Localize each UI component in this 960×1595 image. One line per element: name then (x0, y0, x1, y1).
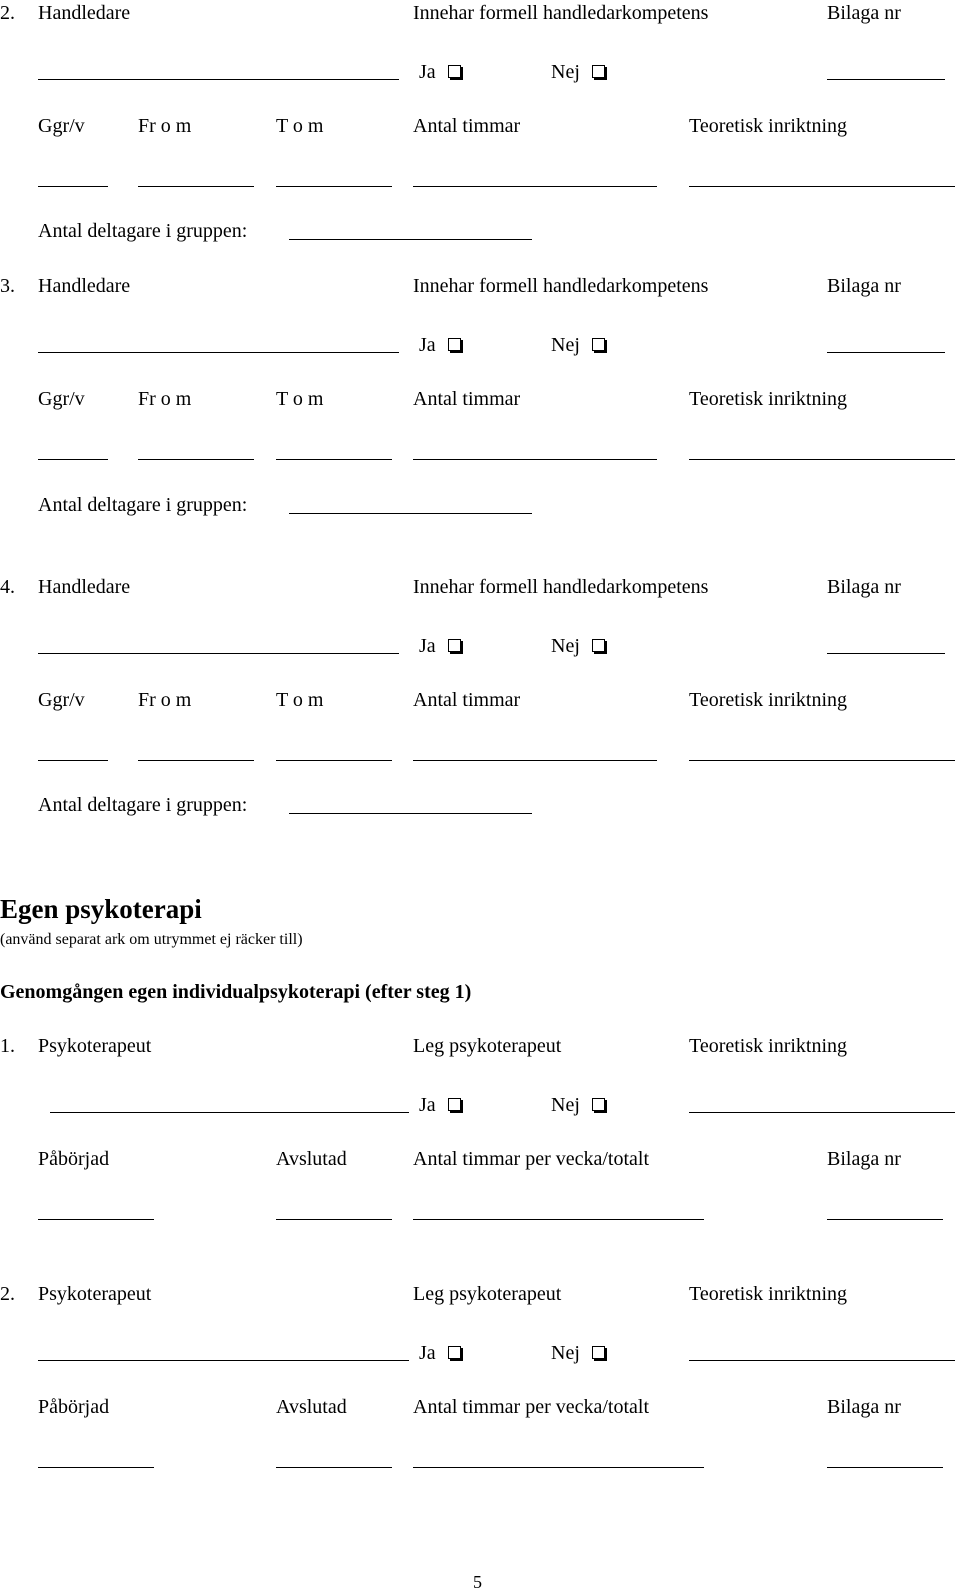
competence-label: Innehar formell handledarkompetens (413, 576, 709, 598)
from-date-field[interactable] (138, 459, 254, 460)
competence-label: Innehar formell handledarkompetens (413, 275, 709, 297)
theory-header: Teoretisk inriktning (689, 115, 848, 137)
frequency-field[interactable] (38, 186, 108, 187)
hours-field[interactable] (413, 760, 657, 761)
appendix-label: Bilaga nr (827, 1396, 901, 1418)
yes-option[interactable] (419, 61, 461, 83)
supervisor-block-3 (0, 273, 960, 533)
theory-field[interactable] (689, 186, 955, 187)
theory-field[interactable] (689, 1112, 955, 1113)
to-date-field[interactable] (276, 459, 392, 460)
end-date-field[interactable] (276, 1467, 392, 1468)
hours-header: Antal timmar (413, 115, 521, 137)
theory-header: Teoretisk inriktning (689, 689, 848, 711)
appendix-number-field[interactable] (827, 1467, 943, 1468)
end-header: Avslutad (276, 1148, 347, 1170)
no-label: Nej (551, 61, 580, 83)
supervisor-name-field[interactable] (38, 352, 399, 353)
therapist-block-1 (0, 1033, 960, 1233)
appendix-label: Bilaga nr (827, 2, 901, 24)
frequency-header: Ggr/v (38, 388, 85, 410)
participants-field[interactable] (289, 239, 532, 240)
checkbox-icon[interactable] (448, 1098, 461, 1111)
section-title: Egen psykoterapi (0, 894, 202, 924)
item-number: 2. (0, 2, 15, 24)
hours-header: Antal timmar (413, 689, 521, 711)
participants-label: Antal deltagare i gruppen: (38, 220, 248, 242)
to-date-field[interactable] (276, 760, 392, 761)
from-date-header: Fr o m (138, 689, 192, 711)
checkbox-icon[interactable] (592, 639, 605, 652)
therapist-name-field[interactable] (50, 1112, 409, 1113)
yes-label: Ja (419, 635, 436, 657)
to-date-header: T o m (276, 689, 324, 711)
checkbox-icon[interactable] (448, 639, 461, 652)
no-option[interactable] (551, 61, 605, 83)
from-date-field[interactable] (138, 760, 254, 761)
hours-header: Antal timmar per vecka/totalt (413, 1396, 650, 1418)
supervisor-name-field[interactable] (38, 653, 399, 654)
item-number: 4. (0, 576, 15, 598)
hours-field[interactable] (413, 459, 657, 460)
section-note: (använd separat ark om utrymmet ej räcker till) (0, 931, 303, 948)
end-date-field[interactable] (276, 1219, 392, 1220)
hours-field[interactable] (413, 1467, 704, 1468)
checkbox-icon[interactable] (592, 338, 605, 351)
start-date-field[interactable] (38, 1219, 154, 1220)
yes-option[interactable] (419, 334, 461, 356)
licensed-label: Leg psykoterapeut (413, 1035, 562, 1057)
supervisor-label: Handledare (38, 576, 131, 598)
theory-label: Teoretisk inriktning (689, 1035, 848, 1057)
start-header: Påbörjad (38, 1148, 110, 1170)
frequency-header: Ggr/v (38, 689, 85, 711)
appendix-number-field[interactable] (827, 1219, 943, 1220)
yes-option[interactable] (419, 635, 461, 657)
start-date-field[interactable] (38, 1467, 154, 1468)
page-number: 5 (473, 1572, 482, 1592)
appendix-number-field[interactable] (827, 653, 945, 654)
from-date-header: Fr o m (138, 115, 192, 137)
no-option[interactable] (551, 1094, 605, 1116)
theory-field[interactable] (689, 459, 955, 460)
appendix-number-field[interactable] (827, 352, 945, 353)
to-date-header: T o m (276, 115, 324, 137)
checkbox-icon[interactable] (592, 65, 605, 78)
supervisor-block-4 (0, 574, 960, 834)
supervisor-label: Handledare (38, 2, 131, 24)
therapist-label: Psykoterapeut (38, 1283, 152, 1305)
participants-field[interactable] (289, 813, 532, 814)
no-label: Nej (551, 1094, 580, 1116)
licensed-label: Leg psykoterapeut (413, 1283, 562, 1305)
end-header: Avslutad (276, 1396, 347, 1418)
frequency-field[interactable] (38, 459, 108, 460)
checkbox-icon[interactable] (592, 1346, 605, 1359)
frequency-header: Ggr/v (38, 115, 85, 137)
yes-label: Ja (419, 61, 436, 83)
no-option[interactable] (551, 334, 605, 356)
hours-field[interactable] (413, 1219, 704, 1220)
checkbox-icon[interactable] (448, 1346, 461, 1359)
appendix-label: Bilaga nr (827, 576, 901, 598)
to-date-header: T o m (276, 388, 324, 410)
section-subtitle: Genomgången egen individualpsykoterapi (efter steg 1) (0, 981, 472, 1003)
therapist-block-2 (0, 1281, 960, 1481)
from-date-field[interactable] (138, 186, 254, 187)
from-date-header: Fr o m (138, 388, 192, 410)
item-number: 3. (0, 275, 15, 297)
yes-option[interactable] (419, 1342, 461, 1364)
yes-label: Ja (419, 1094, 436, 1116)
supervisor-block-2 (0, 0, 960, 260)
therapist-name-field[interactable] (38, 1360, 409, 1361)
yes-label: Ja (419, 1342, 436, 1364)
start-header: Påbörjad (38, 1396, 110, 1418)
checkbox-icon[interactable] (448, 338, 461, 351)
therapist-label: Psykoterapeut (38, 1035, 152, 1057)
checkbox-icon[interactable] (592, 1098, 605, 1111)
participants-field[interactable] (289, 513, 532, 514)
theory-header: Teoretisk inriktning (689, 388, 848, 410)
no-label: Nej (551, 334, 580, 356)
to-date-field[interactable] (276, 186, 392, 187)
frequency-field[interactable] (38, 760, 108, 761)
yes-option[interactable] (419, 1094, 461, 1116)
item-number: 2. (0, 1283, 15, 1305)
yes-label: Ja (419, 334, 436, 356)
appendix-label: Bilaga nr (827, 1148, 901, 1170)
no-label: Nej (551, 635, 580, 657)
hours-header: Antal timmar (413, 388, 521, 410)
participants-label: Antal deltagare i gruppen: (38, 494, 248, 516)
theory-label: Teoretisk inriktning (689, 1283, 848, 1305)
appendix-number-field[interactable] (827, 79, 945, 80)
hours-header: Antal timmar per vecka/totalt (413, 1148, 650, 1170)
theory-field[interactable] (689, 1360, 955, 1361)
checkbox-icon[interactable] (448, 65, 461, 78)
supervisor-label: Handledare (38, 275, 131, 297)
no-option[interactable] (551, 1342, 605, 1364)
appendix-label: Bilaga nr (827, 275, 901, 297)
item-number: 1. (0, 1035, 15, 1057)
hours-field[interactable] (413, 186, 657, 187)
participants-label: Antal deltagare i gruppen: (38, 794, 248, 816)
supervisor-name-field[interactable] (38, 79, 399, 80)
no-option[interactable] (551, 635, 605, 657)
competence-label: Innehar formell handledarkompetens (413, 2, 709, 24)
theory-field[interactable] (689, 760, 955, 761)
no-label: Nej (551, 1342, 580, 1364)
